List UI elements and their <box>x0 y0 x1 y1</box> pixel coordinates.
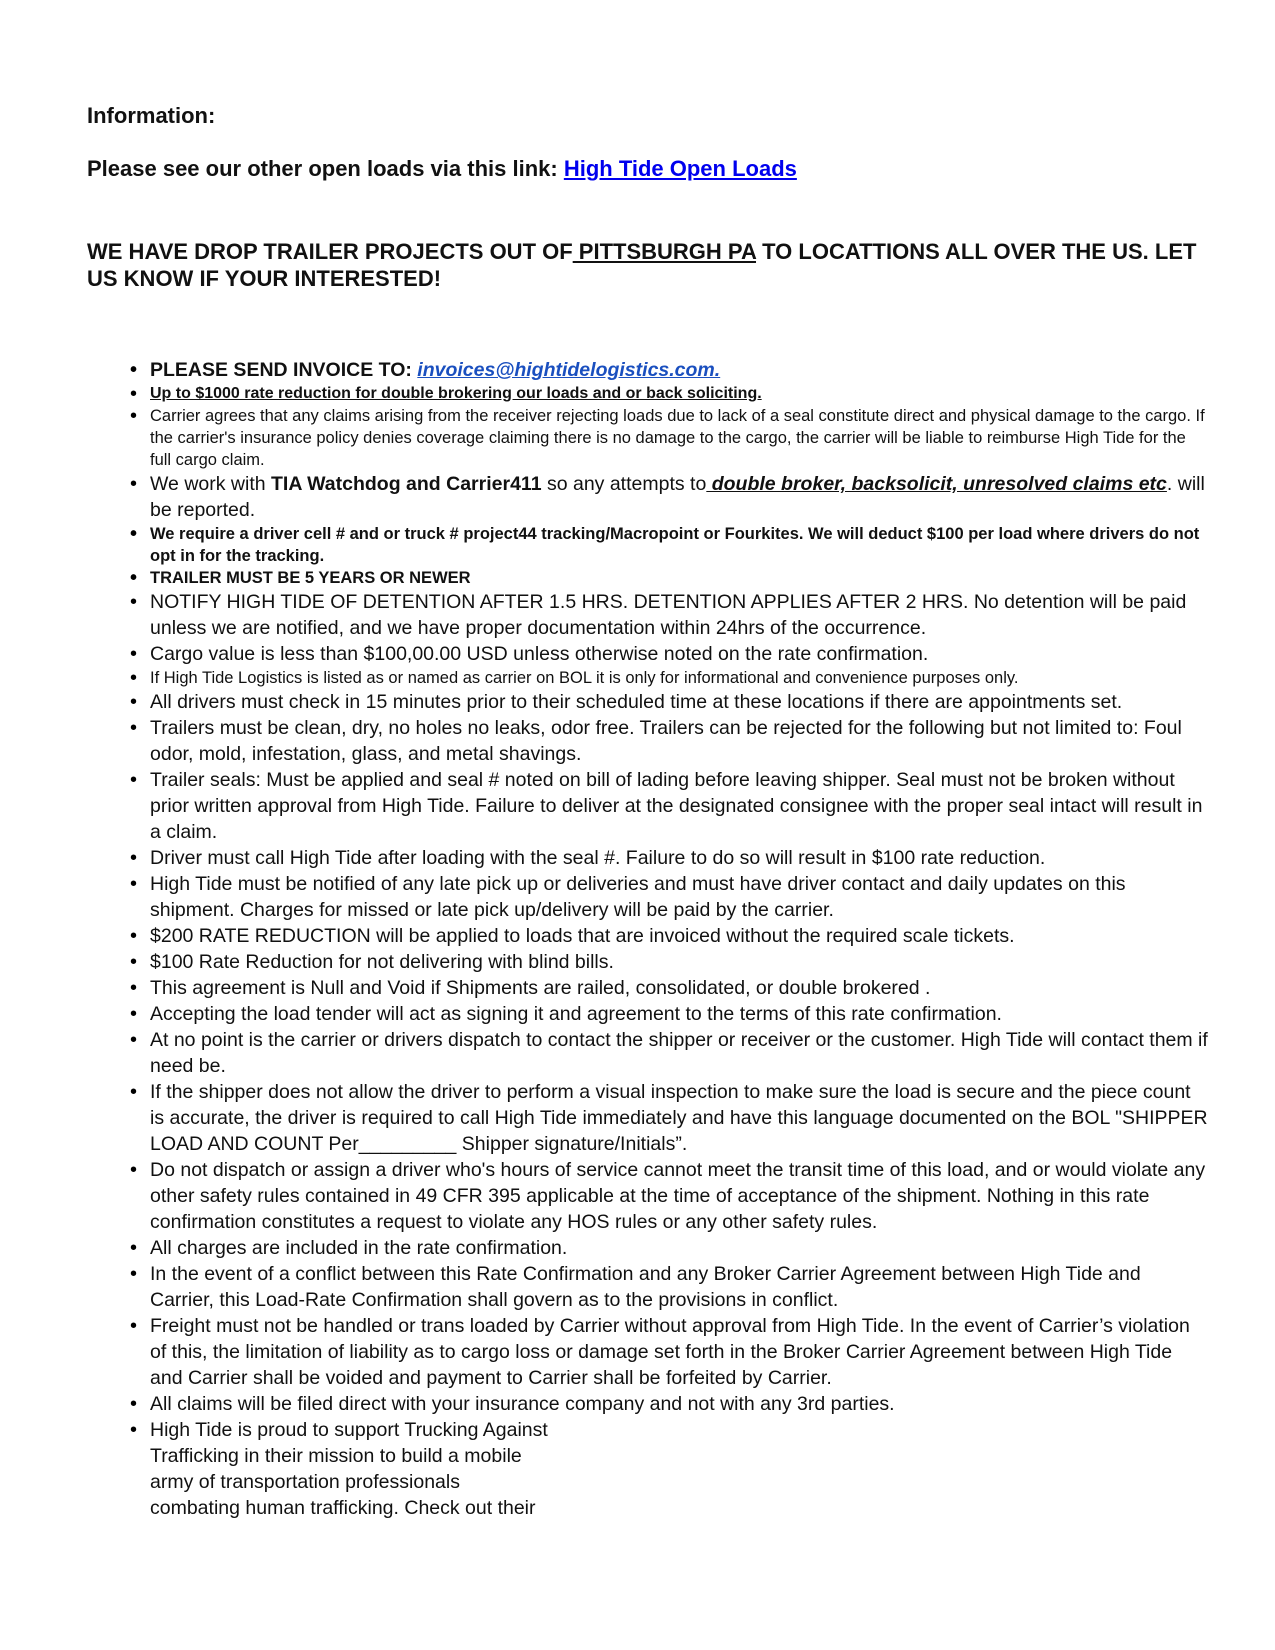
list-item-watchdog <box>150 471 1210 523</box>
list-item-hos: • Do not dispatch or assign a driver who's hours of service cannot meet the transit time of this load, and or would violate any other safety rules contained in 49 CFR 395 applicable at the time of acceptance of the shipment. Nothing in this rate confirmation constitutes a request to violate any HOS rules or any other safety rules. <box>150 1157 1210 1235</box>
drop-trailer-text-1: WE HAVE DROP TRAILER PROJECTS OUT OF <box>87 239 573 264</box>
list-item-null-void: • This agreement is Null and Void if Shipments are railed, consolidated, or double brokered . <box>150 975 1210 1001</box>
rate-reduction-text: Up to $1000 rate reduction for double brokering our loads and or back soliciting. <box>150 385 762 402</box>
list-item-claims: • All claims will be filed direct with your insurance company and not with any 3rd parties. <box>150 1391 1210 1417</box>
watchdog-post: . will be reported. <box>150 473 1205 521</box>
list-item-rate-reduction <box>150 383 1210 405</box>
list-item-detention: • NOTIFY HIGH TIDE OF DETENTION AFTER 1.5 HRS. DETENTION APPLIES AFTER 2 HRS. No detention will be paid unless we are notified, and we have proper documentation within 24hrs of the occurrence. <box>150 589 1210 641</box>
drop-trailer-city: PITTSBURGH PA <box>572 239 757 264</box>
trafficking-text: • High Tide is proud to support Trucking Against Trafficking in their mission to build a mobile army of transportation professionals combating human trafficking. Check out their <box>150 1419 548 1519</box>
invoice-label: PLEASE SEND INVOICE TO: <box>150 359 418 381</box>
watchdog-bold: TIA Watchdog and Carrier411 <box>271 473 542 495</box>
drop-trailer-text-2: TO LOCATTIONS ALL OVER THE US. LET US KNOW IF YOUR INTERESTED! <box>87 239 1197 291</box>
list-item-bol: • If High Tide Logistics is listed as or named as carrier on BOL it is only for informational and convenience purposes only. <box>150 667 1210 689</box>
list-item-scale-tickets: • $200 RATE REDUCTION will be applied to loads that are invoiced without the required scale tickets. <box>150 923 1210 949</box>
rules-list <box>130 357 1210 1521</box>
open-loads-line <box>87 156 797 182</box>
list-item-conflict: • In the event of a conflict between this Rate Confirmation and any Broker Carrier Agreement between High Tide and Carrier, this Load-Rate Confirmation shall govern as to the provisions in conflict. <box>150 1261 1210 1313</box>
list-item-inspection: • If the shipper does not allow the driver to perform a visual inspection to make sure the load is secure and the piece count is accurate, the driver is required to call High Tide immediately and have this language documented on the BOL "SHIPPER LOAD AND COUNT Per_________ Shipper signature/Initials”. <box>150 1079 1210 1157</box>
watchdog-pre: We work with <box>150 473 271 495</box>
list-item-invoice <box>150 357 1210 383</box>
open-loads-prefix: Please see our other open loads via this link: <box>87 156 564 181</box>
list-item-seal-claim: • Carrier agrees that any claims arising from the receiver rejecting loads due to lack of a seal constitute direct and physical damage to the cargo. If the carrier's insurance policy denies coverage claiming there is no damage to the cargo, the carrier will be liable to reimburse High Tide for the full cargo claim. <box>150 405 1210 471</box>
list-item-freight-handling: • Freight must not be handled or trans loaded by Carrier without approval from High Tide. In the event of Carrier’s violation of this, the limitation of liability as to cargo loss or damage set forth in the Broker Carrier Agreement between High Tide and Carrier shall be voided and payment to Carrier shall be forfeited by Carrier. <box>150 1313 1210 1391</box>
list-item-trailer-age: • TRAILER MUST BE 5 YEARS OR NEWER <box>150 567 1210 589</box>
open-loads-link[interactable]: High Tide Open Loads <box>563 156 797 181</box>
watchdog-emphasis: double broker, backsolicit, unresolved claims etc <box>706 473 1167 495</box>
info-heading: Information: <box>87 103 216 128</box>
list-item-no-contact: • At no point is the carrier or drivers dispatch to contact the shipper or receiver or the customer. High Tide will contact them if need be. <box>150 1027 1210 1079</box>
list-item-trailer-clean: • Trailers must be clean, dry, no holes no leaks, odor free. Trailers can be rejected for the following but not limited to: Foul odor, mold, infestation, glass, and metal shavings. <box>150 715 1210 767</box>
watchdog-mid: so any attempts to <box>541 473 707 495</box>
list-item-tracking: • We require a driver cell # and or truck # project44 tracking/Macropoint or Fourkites. We will deduct $100 per load where drivers do not opt in for the tracking. <box>150 523 1210 567</box>
invoice-email-link[interactable]: invoices@hightidelogistics.com. <box>417 359 721 381</box>
list-item-trafficking <box>150 1417 1210 1521</box>
drop-trailer-notice <box>87 238 1207 292</box>
list-item-late-notice: • High Tide must be notified of any late pick up or deliveries and must have driver contact and daily updates on this shipment. Charges for missed or late pick up/delivery will be paid by the carrier. <box>150 871 1210 923</box>
list-item-charges: • All charges are included in the rate confirmation. <box>150 1235 1210 1261</box>
list-item-trailer-seals: • Trailer seals: Must be applied and seal # noted on bill of lading before leaving shipper. Seal must not be broken without prior written approval from High Tide. Failure to deliver at the designated consignee with the proper seal intact will result in a claim. <box>150 767 1210 845</box>
list-item-seal-call: • Driver must call High Tide after loading with the seal #. Failure to do so will result in $100 rate reduction. <box>150 845 1210 871</box>
list-item-blind-bills: • $100 Rate Reduction for not delivering with blind bills. <box>150 949 1210 975</box>
list-item-cargo-value: • Cargo value is less than $100,00.00 USD unless otherwise noted on the rate confirmation. <box>150 641 1210 667</box>
list-item-check-in: • All drivers must check in 15 minutes prior to their scheduled time at these locations if there are appointments set. <box>150 689 1210 715</box>
list-item-accept-tender: • Accepting the load tender will act as signing it and agreement to the terms of this rate confirmation. <box>150 1001 1210 1027</box>
